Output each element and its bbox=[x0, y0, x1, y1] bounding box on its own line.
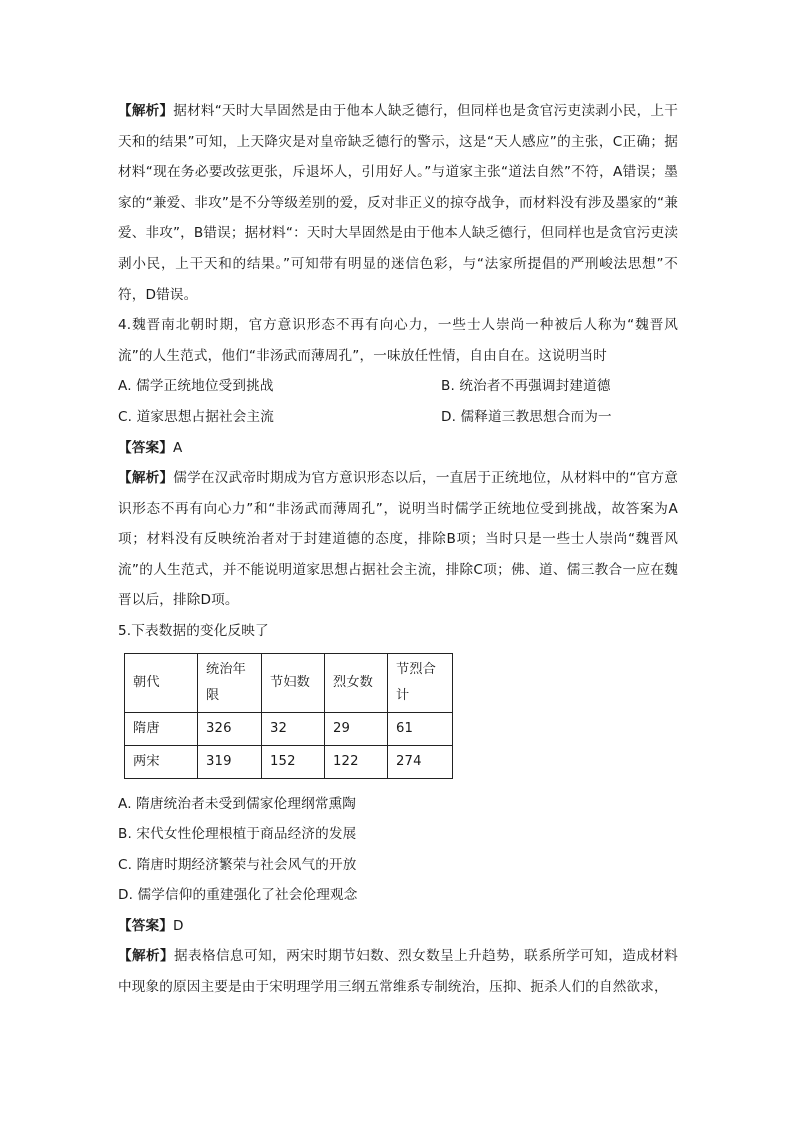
option-c: C. 隋唐时期经济繁荣与社会风气的开放 bbox=[118, 856, 357, 873]
option-a: A. 隋唐统治者未受到儒家伦理纲常熏陶 bbox=[118, 795, 357, 812]
analysis-tag: 【解析】 bbox=[118, 948, 175, 964]
analysis-text: 据材料“天时大旱固然是由于他本人缺乏德行，但同样也是贪官污吏渎剥小民，上干天和的结果”可知，上天降灾是对皇帝缺乏德行的警示，这是“天人感应”的主张，C正确；据材料“现在务必要改弦更张，斥退坏人，引用好人。”与道家主张“道法自然”不符，A错误；墨家的“兼爱、非攻”是不分等级差别的爱，反对非正义的掠夺战争，而材料没有涉及墨家的“兼爱、非攻”，B错误；据材料“：天时大旱固然是由于他本人缺乏德行，但同样也是贪官污吏渎剥小民，上干天和的结果。”可知带有明显的迷信色彩，与“法家所提倡的严刑峻法思想”不符，D错误。 bbox=[118, 103, 678, 303]
table-cell: 隋唐 bbox=[125, 712, 198, 745]
option-b: B. 宋代女性伦理根植于商品经济的发展 bbox=[118, 826, 357, 842]
option-b: B. 统治者不再强调封建道德 bbox=[441, 378, 611, 395]
option-c: C. 道家思想占据社会主流 bbox=[118, 408, 275, 425]
table-row bbox=[125, 712, 453, 745]
question-4-stem: 4.魏晋南北朝时期，官方意识形态不再有向心力，一些士人崇尚一种被后人称为“魏晋风流”的人生范式，他们“非汤武而薄周孔”，一味放任性情，自由自在。这说明当时 bbox=[118, 317, 678, 364]
answer-value: A bbox=[172, 439, 183, 456]
question-5-analysis bbox=[118, 941, 678, 1002]
analysis-paragraph-q3 bbox=[118, 96, 678, 310]
question-5-stem: 5.下表数据的变化反映了 bbox=[118, 623, 269, 639]
question-5-answer bbox=[118, 911, 678, 942]
table-cell: 122 bbox=[325, 745, 388, 778]
table-cell: 61 bbox=[388, 712, 453, 745]
option-a: A. 儒学正统地位受到挑战 bbox=[118, 378, 274, 395]
table-header-cell: 烈女数 bbox=[325, 653, 388, 712]
table-header-cell: 统治年限 bbox=[198, 653, 262, 712]
analysis-tag: 【解析】 bbox=[118, 103, 174, 119]
table-row bbox=[125, 745, 453, 778]
answer-value: D bbox=[172, 917, 184, 934]
question-4-answer bbox=[118, 433, 678, 464]
question-4-analysis bbox=[118, 463, 678, 616]
question-4-options bbox=[118, 371, 678, 432]
dynasty-data-table bbox=[124, 653, 453, 779]
document-page bbox=[118, 96, 678, 1002]
answer-tag: 【答案】 bbox=[118, 917, 173, 934]
table-cell: 319 bbox=[198, 745, 262, 778]
answer-tag: 【答案】 bbox=[118, 439, 173, 456]
table-cell: 29 bbox=[325, 712, 388, 745]
table-cell: 274 bbox=[388, 745, 453, 778]
table-cell: 152 bbox=[262, 745, 325, 778]
table-header-row bbox=[125, 653, 453, 712]
table-cell: 两宋 bbox=[125, 745, 198, 778]
table-header-cell: 朝代 bbox=[125, 653, 198, 712]
table-header-cell: 节烈合计 bbox=[388, 653, 453, 712]
analysis-text: 据表格信息可知，两宋时期节妇数、烈女数呈上升趋势，联系所学可知，造成材料中现象的原因主要是由于宋明理学用三纲五常维系专制统治，压抑、扼杀人们的自然欲求， bbox=[118, 948, 678, 995]
option-d: D. 儒学信仰的重建强化了社会伦理观念 bbox=[118, 887, 358, 903]
table-header-cell: 节妇数 bbox=[262, 653, 325, 712]
table-cell: 32 bbox=[262, 712, 325, 745]
analysis-tag: 【解析】 bbox=[118, 470, 174, 487]
table-cell: 326 bbox=[198, 712, 262, 745]
analysis-text: 儒学在汉武帝时期成为官方意识形态以后，一直居于正统地位，从材料中的“官方意识形态不再有向心力”和“非汤武而薄周孔”，说明当时儒学正统地位受到挑战，故答案为A项；材料没有反映统治者对于封建道德的态度，排除B项；当时只是一些士人崇尚“魏晋风流”的人生范式，并不能说明道家思想占据社会主流，排除C项；佛、道、儒三教合一应在魏晋以后，排除D项。 bbox=[118, 470, 678, 609]
option-d: D. 儒释道三教思想合而为一 bbox=[441, 408, 612, 425]
